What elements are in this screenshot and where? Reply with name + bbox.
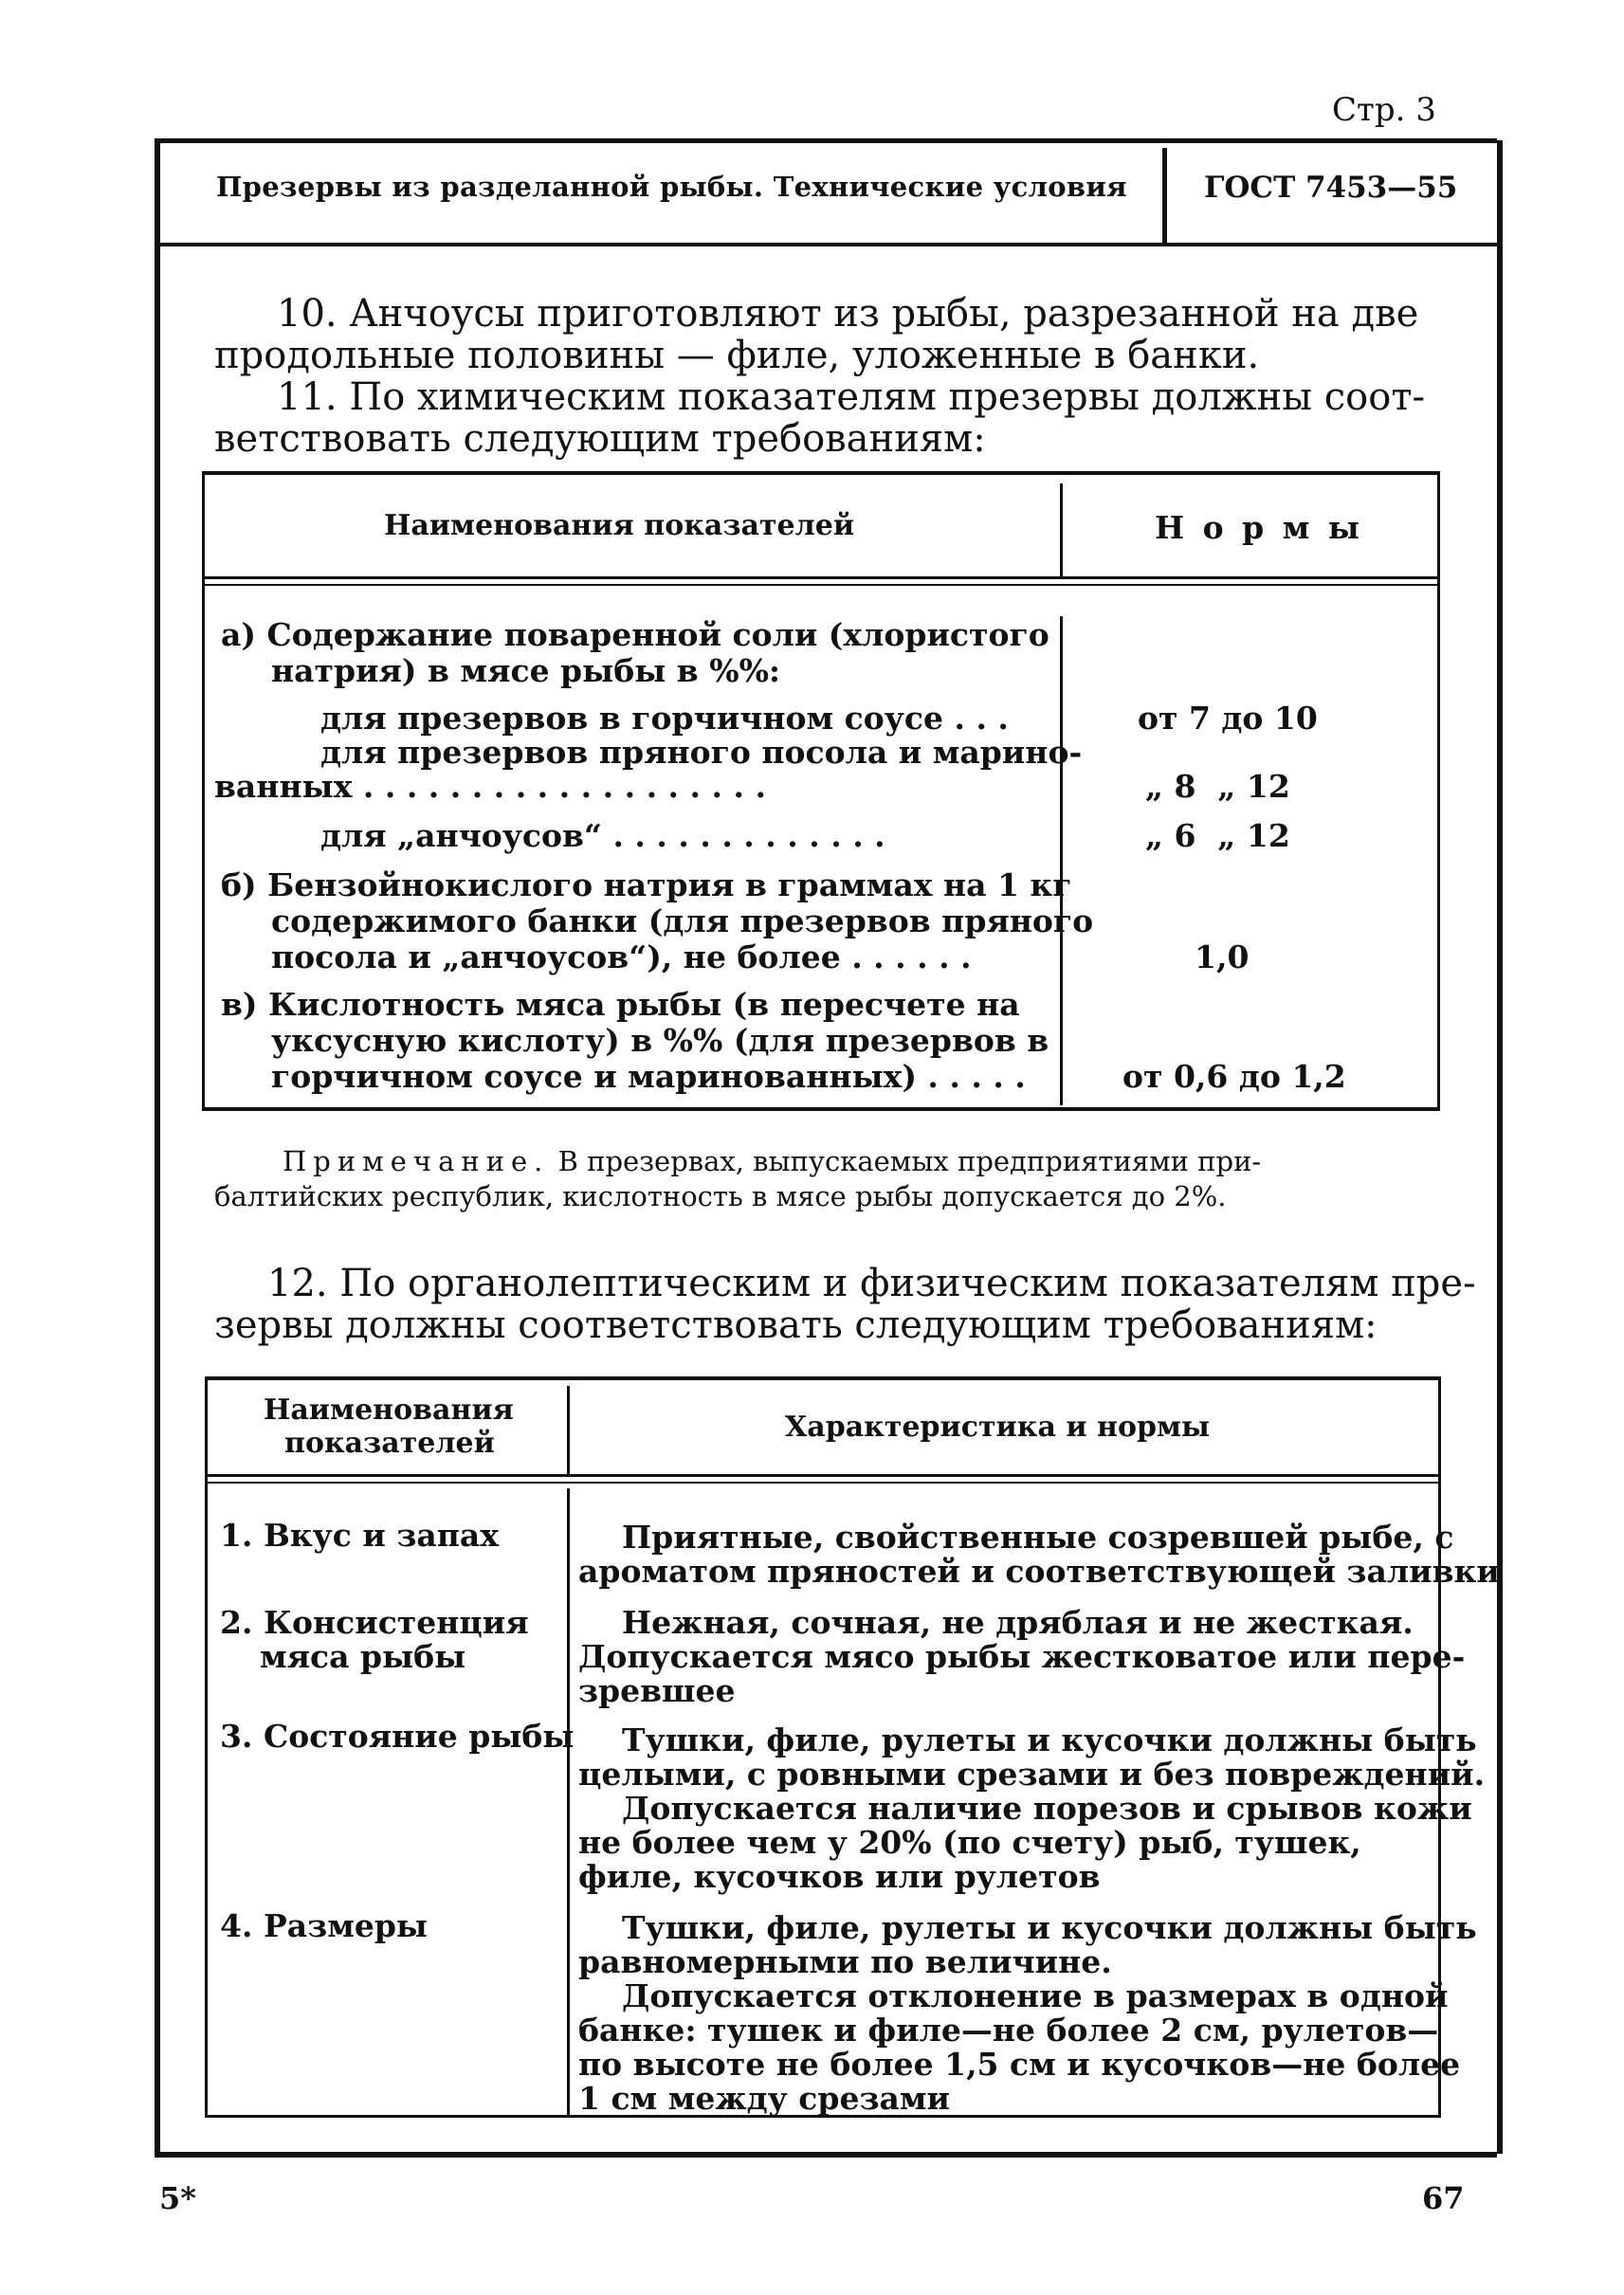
table2-header-rule-2 (208, 1482, 1438, 1484)
paragraph-10-line-1: 10. Анчоусы приготовляют из рыбы, разрезанной на две (277, 292, 1419, 336)
t2-row3-desc-1: Тушки, филе, рулеты и кусочки должны быть (622, 1721, 1477, 1758)
table1-header-rule-1 (205, 576, 1437, 579)
t2-row1-desc-2: ароматом пряностей и соответствующей заливки (578, 1553, 1500, 1590)
table2-top-rule (205, 1376, 1441, 1380)
note-label: Примечание. (283, 1145, 550, 1177)
t2-row4-desc-2: равномерными по величине. (578, 1943, 1112, 1980)
header-bottom-rule (155, 243, 1497, 246)
footer-signature: 5* (159, 2180, 196, 2216)
row-b-line-3: посола и „анчоусов“), не более . . . . . . (271, 938, 972, 975)
row-v-line-3: горчичном соусе и маринованных) . . . . . (271, 1058, 1026, 1095)
table2-header-col1-line-1: Наименования (264, 1393, 514, 1427)
t2-row3-desc-3: Допускается наличие порезов и срывов кожи (622, 1790, 1472, 1827)
t2-row2-desc-3: зревшее (578, 1672, 736, 1709)
table1-body-col-divider (1060, 616, 1063, 1105)
row-a2-line-1: для презервов пряного посола и марино- (320, 734, 1083, 771)
gost-number: ГОСТ 7453—55 (1204, 171, 1458, 205)
note-text-1: В презервах, выпускаемых предприятиями при- (557, 1145, 1262, 1177)
t2-row3-desc-4: не более чем у 20% (по счету) рыб, тушек, (578, 1824, 1361, 1861)
t2-row2-name-1: 2. Консистенция (220, 1604, 529, 1641)
table2-body-col-divider (567, 1488, 570, 2115)
header-separator (1162, 148, 1167, 243)
row-v-line-1: в) Кислотность мяса рыбы (в пересчете на (221, 986, 1020, 1023)
row-v-value: от 0,6 до 1,2 (1122, 1058, 1346, 1095)
row-a2-line-2: ванных . . . . . . . . . . . . . . . . . . . (214, 768, 766, 805)
table2-header-col1-line-2: показателей (284, 1427, 495, 1460)
paragraph-12-line-2: зервы должны соответствовать следующим требованиям: (214, 1303, 1378, 1347)
row-a3-label: для „анчоусов“ . . . . . . . . . . . . . (320, 817, 885, 854)
t2-row2-name-2: мяса рыбы (260, 1638, 466, 1675)
table2-header-rule-1 (208, 1474, 1438, 1477)
table1-header-col-divider (1060, 483, 1063, 576)
row-v-line-2: уксусную кислоту) в %% (для презервов в (271, 1022, 1049, 1059)
t2-row2-desc-2: Допускается мясо рыбы жестковатое или пере- (578, 1638, 1466, 1675)
paragraph-11-line-1: 11. По химическим показателям презервы должны соот- (277, 375, 1425, 419)
table1-bottom-rule (202, 1107, 1440, 1111)
t2-row1-desc-1: Приятные, свойственные созревшей рыбе, с (622, 1519, 1454, 1556)
row-a1-label: для презервов в горчичном соусе . . . (320, 700, 1009, 737)
t2-row4-desc-5: по высоте не более 1,5 см и кусочков—не более (578, 2046, 1461, 2083)
paragraph-10-line-2: продольные половины — филе, уложенные в банки. (214, 334, 1260, 377)
page-number-top: Стр. 3 (1332, 91, 1436, 129)
note-line-2: балтийских республик, кислотность в мясе рыбы допускается до 2%. (214, 1180, 1227, 1212)
paragraph-11-line-2: ветствовать следующим требованиям: (214, 417, 986, 461)
row-a3-value: „ 6 „ 12 (1145, 817, 1290, 854)
t2-row4-desc-4: банке: тушек и филе—не более 2 см, рулетов— (578, 2012, 1439, 2049)
t2-row1-name: 1. Вкус и запах (220, 1517, 499, 1554)
table1-header-indicators: Наименования показателей (384, 509, 855, 542)
t2-row3-desc-5: филе, кусочков или рулетов (578, 1858, 1101, 1895)
t2-row4-name: 4. Размеры (220, 1907, 429, 1944)
row-b-value: 1,0 (1195, 938, 1250, 975)
table1-header-rule-2 (205, 584, 1437, 586)
row-b-line-2: содержимого банки (для презервов пряного (271, 902, 1094, 939)
t2-row3-name: 3. Состояние рыбы (220, 1718, 575, 1755)
t2-row4-desc-1: Тушки, филе, рулеты и кусочки должны быть (622, 1909, 1477, 1946)
table1-top-rule (202, 471, 1440, 475)
t2-row4-desc-6: 1 см между срезами (578, 2080, 951, 2117)
footer-page-number: 67 (1422, 2180, 1465, 2216)
row-b-line-1: б) Бензойнокислого натрия в граммах на 1 кг (221, 866, 1072, 903)
t2-row3-desc-2: целыми, с ровными срезами и без повреждений. (578, 1756, 1486, 1793)
document-title: Презервы из разделанной рыбы. Технические условия (216, 171, 1127, 203)
t2-row4-desc-3: Допускается отклонение в размерах в одной (622, 1977, 1449, 2014)
table2-header-col-divider (567, 1386, 570, 1474)
note-line-1 (283, 1144, 1261, 1179)
row-a1-value: от 7 до 10 (1138, 700, 1318, 737)
t2-row2-desc-1: Нежная, сочная, не дряблая и не жесткая. (622, 1604, 1414, 1641)
frame-bottom-rule (155, 2152, 1497, 2158)
row-a-line-1: а) Содержание поваренной соли (хлористого (221, 616, 1049, 653)
paragraph-12-line-1: 12. По органолептическим и физическим показателям пре- (267, 1262, 1476, 1305)
frame-top-rule (155, 138, 1497, 143)
row-a2-value: „ 8 „ 12 (1145, 768, 1290, 805)
table2-header-col2: Характеристика и нормы (785, 1411, 1211, 1444)
row-a-line-2: натрия) в мясе рыбы в %%: (271, 652, 781, 689)
table1-header-norms: Н о р м ы (1155, 509, 1363, 546)
